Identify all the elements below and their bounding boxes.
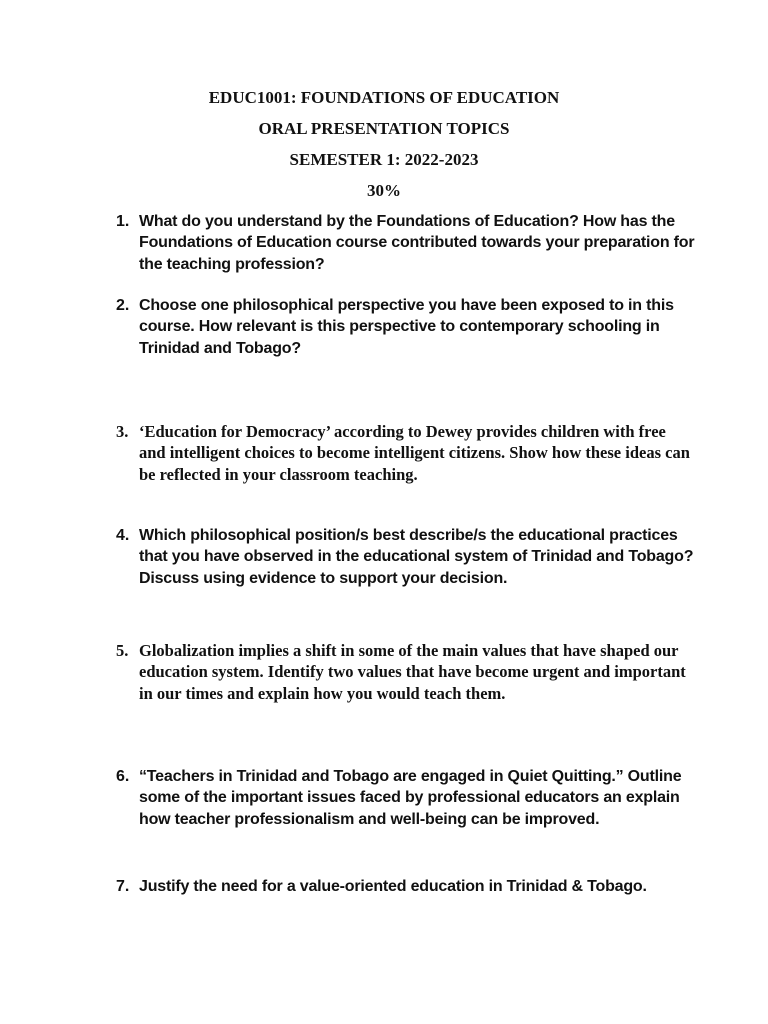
topic-item [116, 876, 696, 897]
topic-text: Choose one philosophical perspective you have been exposed to in this course. How relevant is this perspective to contemporary schooling in Trinidad and Tobago? [139, 297, 674, 357]
topic-number: 2. [116, 297, 130, 314]
topic-text: Justify the need for a value-oriented education in Trinidad & Tobago. [139, 878, 647, 895]
topic-number: 1. [116, 213, 130, 230]
topic-text: What do you understand by the Foundations of Education? How has the Foundations of Education course contributed towards your preparation for the teaching profession? [139, 213, 695, 273]
topic-text: “Teachers in Trinidad and Tobago are engaged in Quiet Quitting.” Outline some of the important issues faced by professional educators an explain how teacher professionalism and well-being can be improved. [139, 768, 682, 828]
document-subtitle: ORAL PRESENTATION TOPICS [258, 119, 510, 138]
topic-item [116, 295, 696, 359]
topic-number: 7. [116, 878, 130, 895]
topic-item [116, 766, 696, 830]
topic-number: 5. [116, 641, 129, 660]
course-title: EDUC1001: FOUNDATIONS OF EDUCATION [208, 88, 560, 107]
topic-text: Which philosophical position/s best describe/s the educational practices that you have observed in the educational system of Trinidad and Tobago? Discuss using evidence to support your decision. [139, 527, 694, 587]
topic-number: 3. [116, 422, 129, 441]
topic-number: 6. [116, 768, 130, 785]
topic-item [116, 640, 696, 704]
topic-item [116, 211, 696, 275]
topic-item [116, 421, 696, 485]
topic-item [116, 525, 696, 589]
topic-number: 4. [116, 527, 130, 544]
topic-text: Globalization implies a shift in some of the main values that have shaped our education system. Identify two values that have become urgent and important in our times and explain how you would teach them. [139, 641, 686, 703]
weight-label: 30% [367, 181, 401, 200]
topic-text: ‘Education for Democracy’ according to Dewey provides children with free and intelligent choices to become intelligent citizens. Show how these ideas can be reflected in your classroom teaching. [139, 422, 690, 484]
semester-label: SEMESTER 1: 2022-2023 [289, 150, 479, 169]
